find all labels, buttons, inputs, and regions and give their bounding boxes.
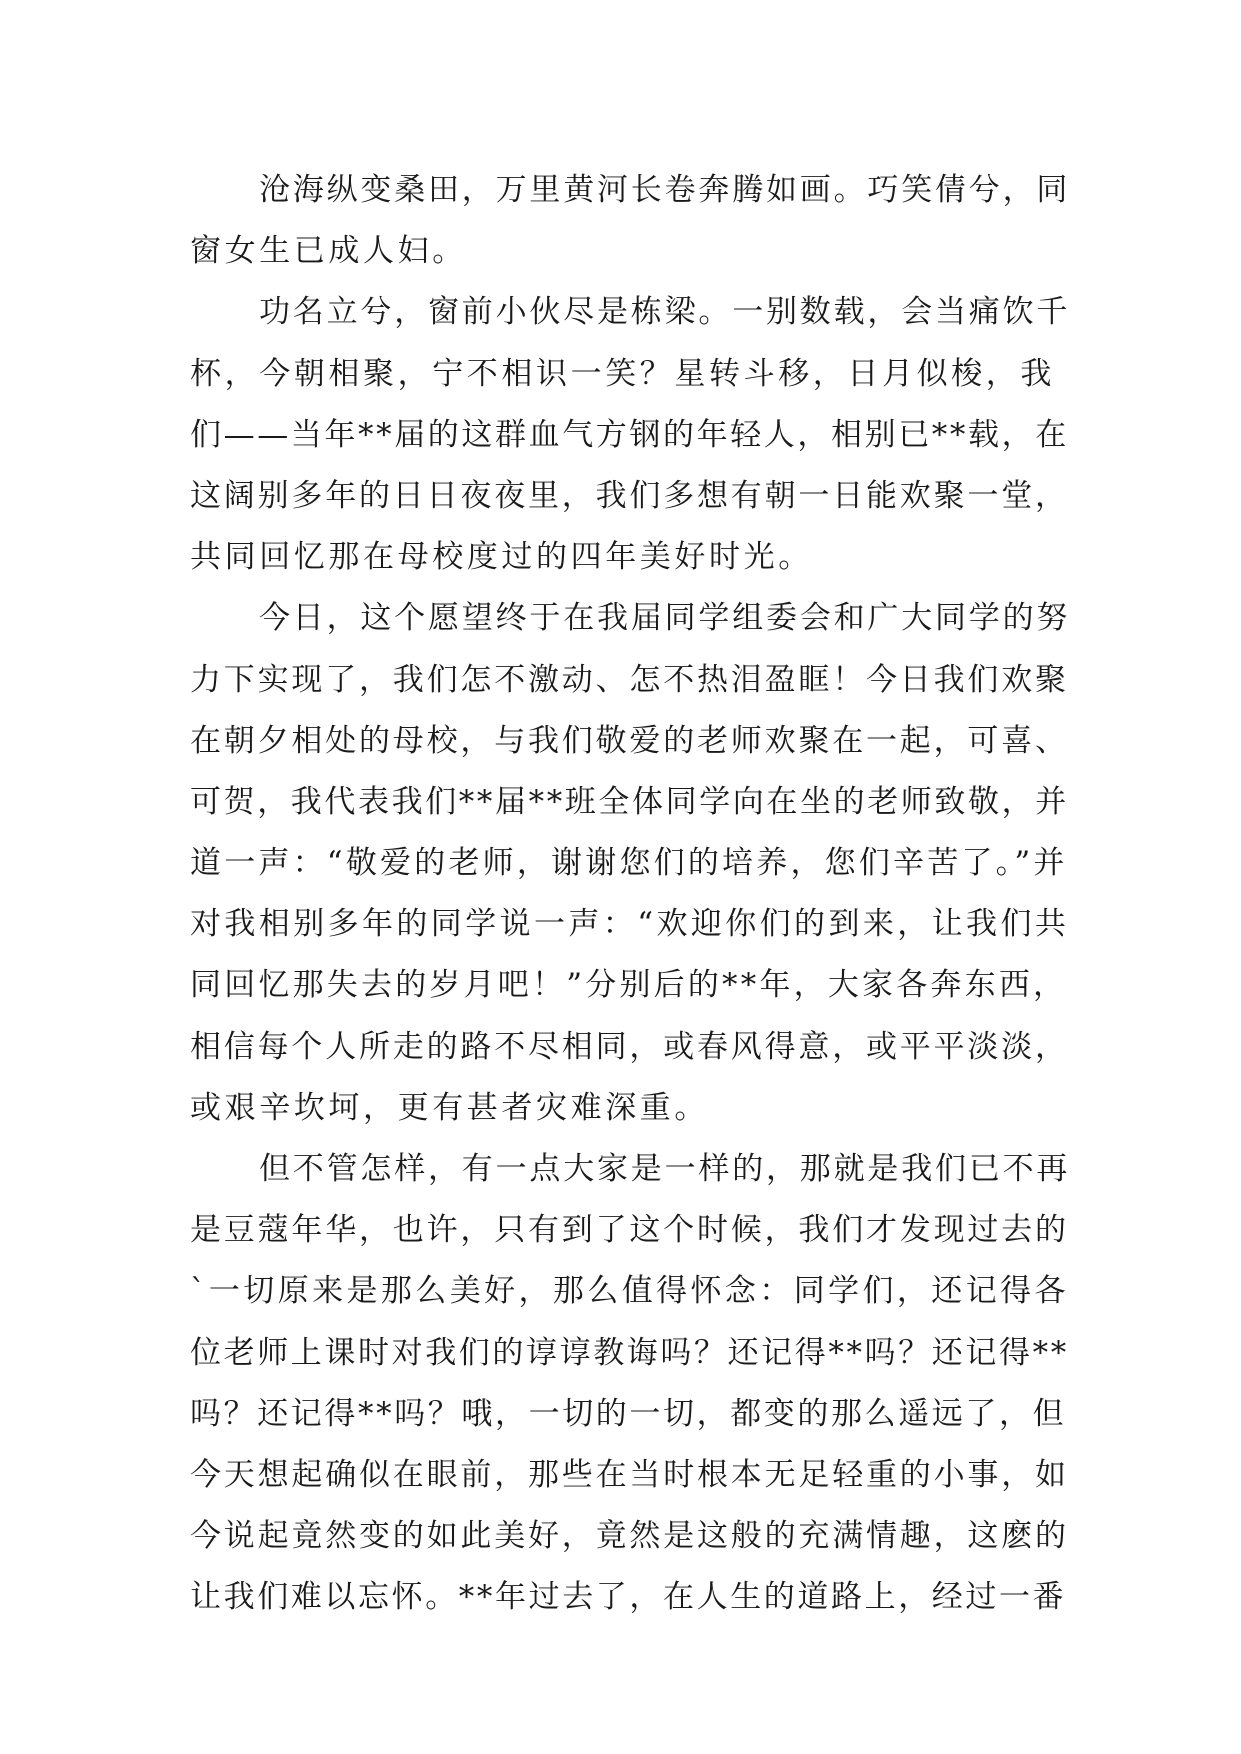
text-line-9: 力下实现了，我们怎不激动、怎不热泪盈眶！今日我们欢聚	[190, 661, 1069, 698]
text-line-23: 今说起竟然变的如此美好，竟然是这般的充满情趣，这麽的	[190, 1518, 1069, 1555]
text-line-16: 或艰辛坎坷，更有甚者灾难深重。	[190, 1089, 709, 1126]
text-line-5: 们——当年**届的这群血气方钢的年轻人，相别已**载，在	[190, 416, 1069, 453]
text-line-19: `一切原来是那么美好，那么值得怀念：同学们，还记得各	[190, 1273, 1069, 1310]
text-line-11: 可贺，我代表我们**届**班全体同学向在坐的老师致敬，并	[190, 783, 1069, 820]
text-line-7: 共同回忆那在母校度过的四年美好时光。	[190, 539, 813, 576]
text-line-4: 杯，今朝相聚，宁不相识一笑？星转斗移，日月似梭，我	[190, 355, 1055, 392]
text-line-3: 功名立兮，窗前小伙尽是栋梁。一别数载，会当痛饮千	[259, 294, 1071, 331]
text-line-12: 道一声：“敬爱的老师，谢谢您们的培养，您们辛苦了。”并	[190, 845, 1068, 882]
text-line-6: 这阔别多年的日日夜夜里，我们多想有朝一日能欢聚一堂，	[190, 477, 1069, 514]
text-line-22: 今天想起确似在眼前，那些在当时根本无足轻重的小事，如	[190, 1456, 1069, 1493]
text-line-18: 是豆蔻年华，也许，只有到了这个时候，我们才发现过去的	[190, 1212, 1069, 1249]
text-line-13: 对我相别多年的同学说一声：“欢迎你们的到来，让我们共	[190, 906, 1070, 943]
text-line-24: 让我们难以忘怀。**年过去了，在人生的道路上，经过一番	[190, 1579, 1067, 1616]
text-line-17: 但不管怎样，有一点大家是一样的，那就是我们已不再	[259, 1151, 1071, 1187]
text-line-14: 同回忆那失去的岁月吧！”分别后的**年，大家各奔东西，	[190, 967, 1068, 1004]
text-line-2: 窗女生已成人妇。	[190, 233, 467, 270]
text-line-20: 位老师上课时对我们的谆谆教诲吗？还记得**吗？还记得**	[190, 1334, 1069, 1371]
text-line-15: 相信每个人所走的路不尽相同，或春风得意，或平平淡淡，	[190, 1028, 1069, 1065]
text-line-1: 沧海纵变桑田，万里黄河长卷奔腾如画。巧笑倩兮，同	[259, 172, 1071, 208]
text-line-10: 在朝夕相处的母校，与我们敬爱的老师欢聚在一起，可喜、	[190, 722, 1069, 759]
text-line-21: 吗？还记得**吗？哦，一切的一切，都变的那么遥远了，但	[190, 1395, 1067, 1432]
text-line-8: 今日，这个愿望终于在我届同学组委会和广大同学的努	[259, 600, 1071, 637]
body-text	[190, 160, 1070, 1629]
